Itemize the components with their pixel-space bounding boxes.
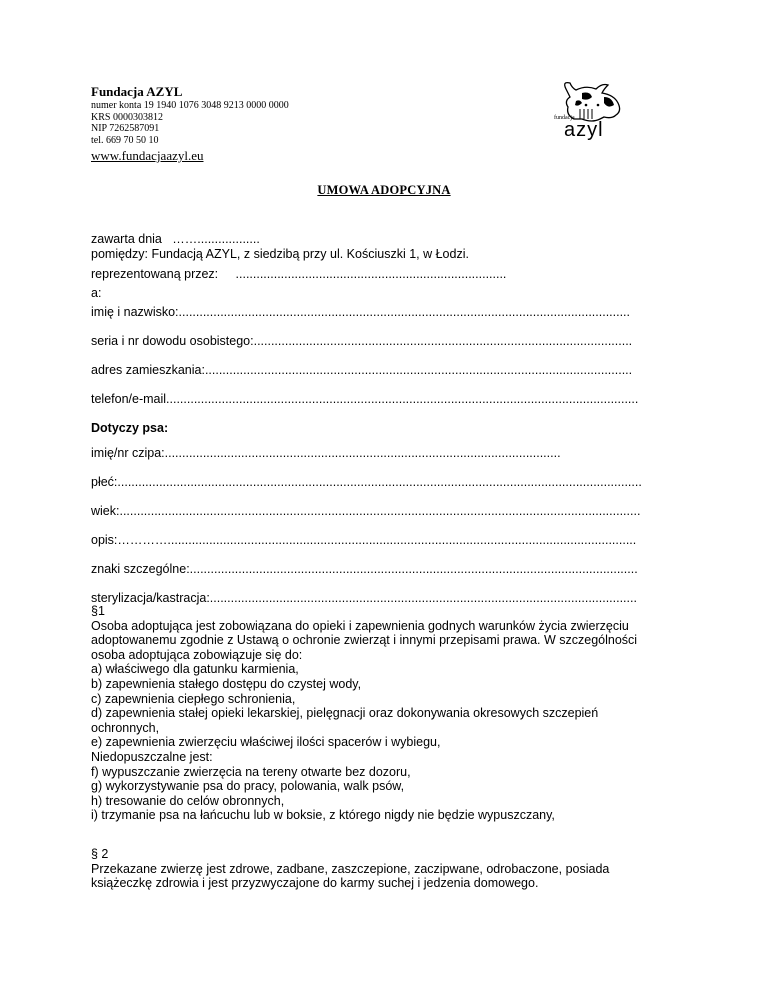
section-1-line: a) właściwego dla gatunku karmienia, [91,662,299,677]
section-1-line: f) wypuszczanie zwierzęcia na tereny otwarte bez dozoru, [91,764,411,779]
section-1-line: §1 [91,604,105,618]
represented-by-line: reprezentowaną przez: .............................................................................. [91,267,507,281]
field-full-name: imię i nazwisko:.................................................................................................................................. [91,305,631,319]
section-1-line: Niedopuszczalne jest: [91,749,213,764]
dog-field-sex: płeć:....................................................................................................................................................... [91,475,642,489]
website-link[interactable]: www.fundacjaazyl.eu [91,148,204,163]
dog-field-sterilization: sterylizacja/kastracja:........................................................................................................................... [91,591,637,605]
section-1-line: g) wykorzystywanie psa do pracy, polowania, walk psów, [91,779,405,794]
section-1-line: adoptowanemu zgodnie z Ustawą o ochronie zwierząt i innymi przepisami prawa. W szczególności [91,633,638,648]
dog-field-name-chip: imię/nr czipa:.................................................................................................................. [91,446,561,460]
krs-number: KRS 0000303812 [91,111,163,123]
dog-field-marks: znaki szczególne:................................................................................................................................. [91,562,638,576]
section-1-line: d) zapewnienia stałej opieki lekarskiej, pielęgnacji oraz dokonywania okresowych szczepień [91,706,599,721]
logo-big-text: azyl [564,119,604,141]
section-1-line: c) zapewnienia ciepłego schronienia, [91,691,296,706]
section-1-line: osoba adoptująca zobowiązuje się do: [91,647,303,662]
field-phone-email: telefon/e-mail........................................................................................................................................ [91,392,639,406]
nip-number: NIP 7262587091 [91,123,160,134]
bank-account: numer konta 19 1940 1076 3048 9213 0000 0000 [91,100,289,111]
organization-header [91,84,391,164]
section-1-line: Osoba adoptująca jest zobowiązana do opieki i zapewnienia godnych warunków życia zwierzęciu [91,618,629,633]
section-1-line: i) trzymanie psa na łańcuchu lub w boksie, z którego nigdy nie będzie wypuszczany, [91,808,555,823]
section-1-line: h) tresowanie do celów obronnych, [91,793,285,808]
dog-field-age: wiek:...................................................................................................................................................... [91,504,641,518]
field-id-document: seria i nr dowodu osobistego:............................................................................................................. [91,334,633,348]
section-2-line: Przekazane zwierzę jest zdrowe, zadbane, zaszczepione, zaczipwane, odrobaczone, posiada [91,861,610,876]
dog-field-description: opis:…………....................................................................................................................................... [91,533,637,547]
logo-small-text: fundacja [554,115,575,121]
org-name: Fundacja AZYL [91,84,183,99]
section-2 [91,847,691,891]
field-address: adres zamieszkania:........................................................................................................................... [91,363,633,377]
section-1-line: ochronnych, [91,720,160,735]
phone-number: tel. 669 70 50 10 [91,134,159,146]
cow-logo-icon [552,79,630,141]
section-1-line: b) zapewnienia stałego dostępu do czystej wody, [91,676,362,691]
and-line: a: [91,286,102,300]
document-title: UMOWA ADOPCYJNA [317,183,451,197]
between-parties-line: pomiędzy: Fundacją AZYL, z siedzibą przy ul. Kościuszki 1, w Łodzi. [91,247,469,261]
dog-section-heading: Dotyczy psa: [91,421,169,435]
section-1-line: e) zapewnienia zwierzęciu właściwej ilości spacerów i wybiegu, [91,735,441,750]
section-2-line: książeczkę zdrowia i jest przyzwyczajone do karmy suchej i jedzenia domowego. [91,876,539,891]
section-2-line: § 2 [91,847,109,861]
contract-date-line: zawarta dnia …….................. [91,232,260,246]
section-1 [91,604,691,823]
